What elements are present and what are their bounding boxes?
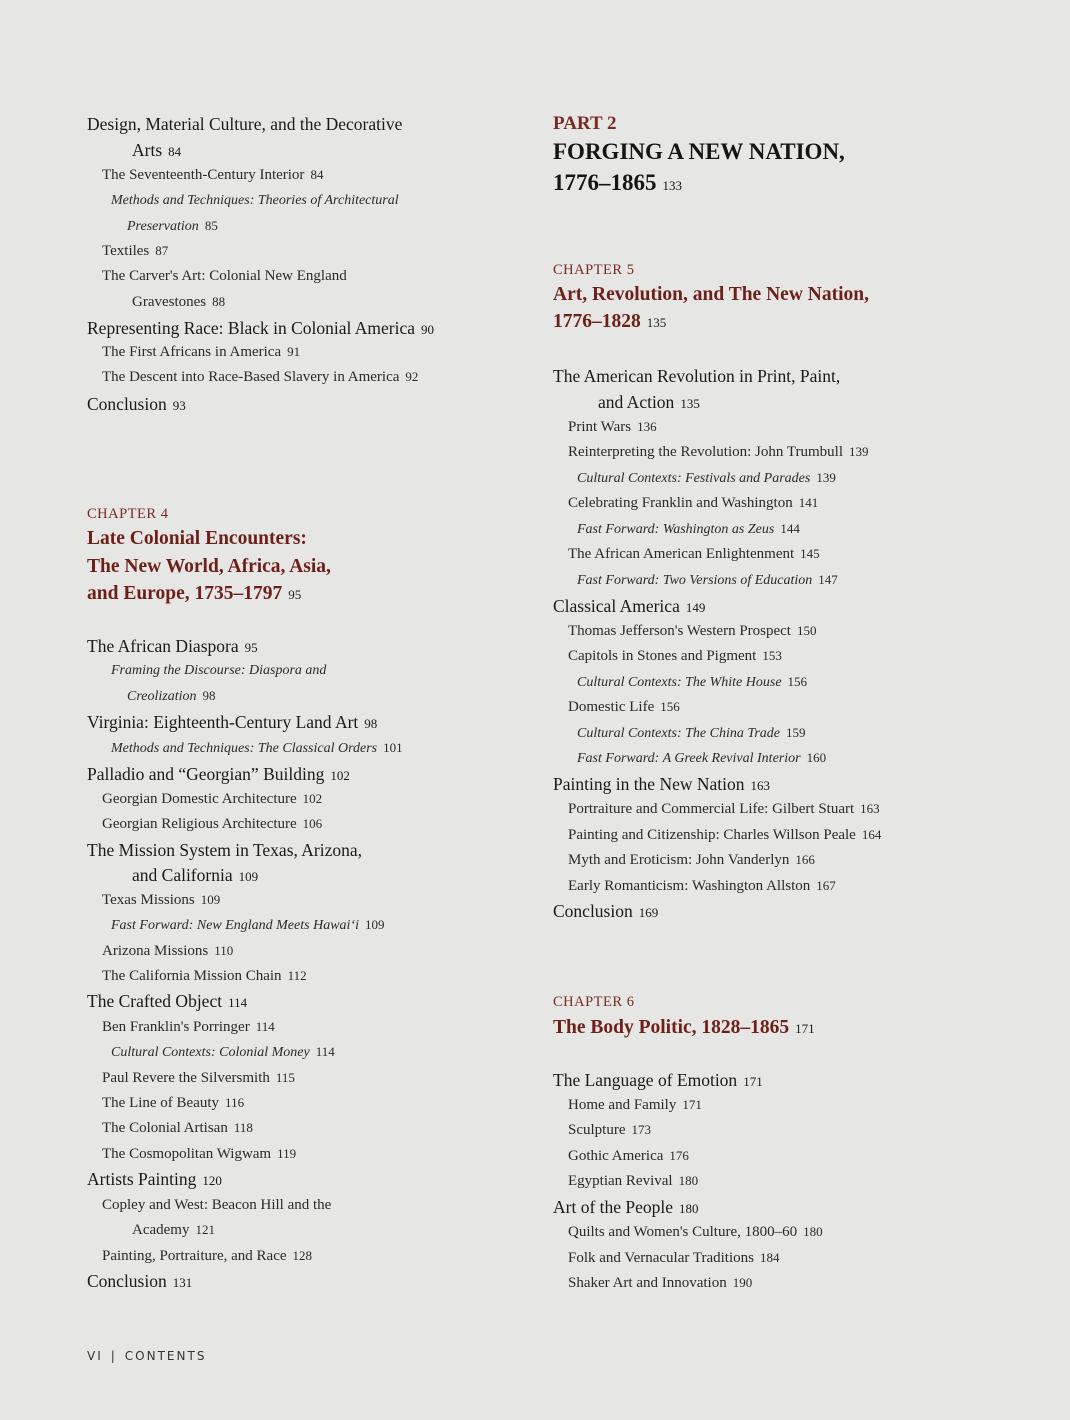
toc-entry-page: 112 [287,968,307,983]
toc-entry-page: 136 [637,419,657,434]
toc-entry-title: Design, Material Culture, and the Decorative [87,114,403,134]
toc-entry-title: Arizona Missions [102,943,209,959]
toc-entry[interactable] [553,623,816,640]
toc-entry-page: 90 [421,322,435,337]
toc-entry-title: Arts [132,140,163,160]
toc-entry-page: 135 [680,396,700,411]
toc-entry-page: 145 [800,546,820,561]
toc-entry[interactable] [87,865,258,886]
toc-entry-title: Creolization [127,689,197,704]
part-2-page: 133 [662,178,682,193]
toc-entry[interactable] [553,1097,702,1114]
toc-entry-page: 184 [759,1250,780,1265]
toc-entry-page: 84 [168,144,182,159]
toc-entry-title: Cultural Contexts: Festivals and Parades [577,471,811,486]
chapter-5-page: 135 [646,315,667,330]
toc-entry-page: 159 [786,725,806,740]
footer-divider: | [110,1349,117,1363]
toc-entry-page: 180 [803,1224,823,1239]
toc-entry[interactable] [87,318,434,339]
toc-entry-title: Painting and Citizenship: Charles Willson Peale [568,827,856,843]
toc-entry[interactable] [87,840,362,861]
toc-entry-page: 120 [202,1173,222,1188]
toc-entry[interactable] [87,114,402,135]
toc-entry[interactable] [87,193,399,209]
toc-entry-page: 163 [860,801,880,816]
part-2-title-line-2[interactable]: 1776–1865 133 [553,170,682,195]
toc-entry-page: 164 [861,827,882,842]
toc-entry-page: 144 [780,521,800,536]
toc-entry[interactable] [87,1146,296,1163]
toc-entry-title: Copley and West: Beacon Hill and the [102,1197,332,1213]
toc-entry-title: The Colonial Artisan [102,1120,228,1136]
toc-entry-title: Capitols in Stones and Pigment [568,648,757,664]
toc-entry[interactable] [87,1248,312,1265]
toc-entry-title: Quilts and Women's Culture, 1800–60 [568,1224,798,1240]
toc-entry[interactable] [553,596,705,617]
toc-entry-page: 88 [212,294,226,309]
toc-entry-page: 115 [275,1070,295,1085]
toc-entry-title: Early Romanticism: Washington Allston [568,878,811,894]
chapter-4-page: 95 [288,587,302,602]
toc-entry[interactable] [87,243,168,260]
toc-entry-page: 156 [787,674,808,689]
toc-entry-page: 160 [806,750,827,765]
toc-entry-page: 114 [255,1019,275,1034]
toc-entry-title: Sculpture [568,1122,626,1138]
toc-entry-page: 98 [202,688,216,703]
toc-entry-page: 139 [816,470,836,485]
toc-entry[interactable] [87,1095,244,1112]
toc-entry-page: 131 [172,1275,193,1290]
toc-entry-title: Celebrating Franklin and Washington [568,495,793,511]
toc-entry[interactable] [87,1120,253,1137]
toc-entry-title: Virginia: Eighteenth-Century Land Art [87,712,359,732]
toc-entry-page: 85 [204,218,218,233]
toc-entry-page: 106 [302,816,323,831]
toc-entry-title: Methods and Techniques: The Classical Orders [111,741,378,756]
chapter-4-title-line-1: Late Colonial Encounters: [87,528,307,549]
toc-entry-page: 141 [798,495,819,510]
toc-entry-page: 102 [302,791,323,806]
toc-entry[interactable] [553,1197,699,1218]
toc-entry-title: Domestic Life [568,699,655,715]
toc-entry[interactable] [553,774,770,795]
toc-entry[interactable] [87,816,322,833]
toc-entry[interactable] [553,827,881,844]
toc-entry[interactable] [553,1070,763,1091]
chapter-4-title-line-2: The New World, Africa, Asia, [87,556,331,577]
toc-entry-title: Artists Painting [87,1169,197,1189]
chapter-5-title-line-1: Art, Revolution, and The New Nation, [553,284,869,305]
toc-entry-page: 95 [244,640,258,655]
toc-entry[interactable] [87,688,216,705]
toc-entry[interactable] [87,943,233,960]
toc-entry-title: The First Africans in America [102,344,282,360]
toc-entry[interactable] [87,1019,275,1036]
toc-entry-page: 128 [292,1248,313,1263]
toc-entry-page: 153 [762,648,782,663]
toc-entry-page: 114 [315,1044,335,1059]
toc-entry[interactable] [553,901,658,922]
toc-entry-title: The Seventeenth-Century Interior [102,167,305,183]
toc-entry[interactable] [553,366,840,387]
toc-entry[interactable] [553,1148,689,1165]
chapter-6-label: CHAPTER 6 [553,994,635,1010]
toc-entry-title: Fast Forward: Two Versions of Education [577,573,813,588]
toc-entry-title: The Carver's Art: Colonial New England [102,268,347,284]
toc-entry[interactable] [553,546,820,563]
toc-entry-title: Gothic America [568,1148,664,1164]
toc-entry-page: 118 [233,1120,253,1135]
toc-entry-page: 109 [364,917,385,932]
toc-entry-title: The Crafted Object [87,991,223,1011]
toc-entry[interactable] [87,167,323,184]
toc-entry-title: Portraiture and Commercial Life: Gilbert Stuart [568,801,855,817]
toc-entry[interactable] [87,218,218,235]
toc-entry-page: 167 [816,878,836,893]
toc-entry[interactable] [553,648,782,665]
toc-entry-title: Print Wars [568,419,632,435]
toc-entry-page: 121 [195,1222,215,1237]
toc-entry[interactable] [87,991,247,1012]
toc-entry[interactable] [87,1044,335,1061]
toc-entry-page: 87 [155,243,169,258]
toc-entry-page: 102 [330,768,350,783]
toc-entry-title: The Cosmopolitan Wigwam [102,1146,272,1162]
toc-entry-title: Folk and Vernacular Traditions [568,1250,754,1266]
part-2-label: PART 2 [553,113,617,134]
chapter-4-label: CHAPTER 4 [87,506,169,522]
toc-entry-page: 171 [682,1097,702,1112]
toc-entry[interactable] [553,1224,823,1241]
chapter-4-title-line-3[interactable]: and Europe, 1735–1797 95 [87,583,302,604]
toc-entry-page: 163 [750,778,771,793]
toc-entry[interactable] [553,392,700,413]
toc-entry[interactable] [87,663,326,679]
toc-entry-title: Cultural Contexts: The White House [577,675,782,690]
toc-entry[interactable] [553,852,815,869]
toc-entry[interactable] [87,394,186,415]
toc-entry-title: Academy [132,1222,190,1238]
toc-entry[interactable] [553,521,800,538]
toc-entry-title: Myth and Eroticism: John Vanderlyn [568,852,790,868]
toc-entry[interactable] [87,1222,215,1239]
toc-entry[interactable] [553,1122,651,1139]
toc-entry-title: Gravestones [132,294,207,310]
toc-entry-title: Conclusion [553,901,633,921]
toc-entry-title: Georgian Religious Architecture [102,816,297,832]
toc-entry-title: The American Revolution in Print, Paint, [553,366,841,386]
toc-entry-title: Textiles [102,243,150,259]
toc-entry-page: 98 [364,716,378,731]
toc-entry-page: 114 [228,995,248,1010]
toc-entry[interactable] [553,444,869,461]
toc-entry[interactable] [553,699,680,716]
toc-entry-page: 166 [795,852,815,867]
toc-entry-title: Thomas Jefferson's Western Prospect [568,623,791,639]
toc-entry[interactable] [553,1250,779,1267]
toc-entry-title: The Language of Emotion [553,1070,738,1090]
toc-entry-title: and Action [598,392,675,412]
chapter-5-title-line-2[interactable]: 1776–1828 135 [553,311,667,332]
page-footer [87,1349,206,1363]
toc-entry-page: 109 [238,869,259,884]
toc-entry-title: Fast Forward: Washington as Zeus [577,522,775,537]
toc-entry-title: The African Diaspora [87,636,239,656]
toc-entry-page: 180 [678,1173,699,1188]
toc-entry-page: 101 [383,740,403,755]
toc-entry-title: Georgian Domestic Architecture [102,791,297,807]
toc-entry-title: Cultural Contexts: Colonial Money [111,1045,310,1060]
toc-entry-title: Fast Forward: New England Meets Hawai‘i [111,918,359,933]
toc-entry-title: The Descent into Race-Based Slavery in America [102,369,400,385]
toc-entry-title: The African American Enlightenment [568,546,795,562]
toc-entry[interactable] [87,1271,192,1292]
toc-entry-page: 91 [287,344,301,359]
toc-entry-title: Texas Missions [102,892,195,908]
toc-entry-title: Shaker Art and Innovation [568,1275,727,1291]
toc-entry-title: The California Mission Chain [102,968,282,984]
toc-entry[interactable] [553,470,836,487]
toc-entry-title: Art of the People [553,1197,674,1217]
toc-entry-title: Cultural Contexts: The China Trade [577,726,781,741]
toc-entry-page: 190 [732,1275,753,1290]
toc-entry-title: Framing the Discourse: Diaspora and [111,663,327,678]
toc-entry-page: 169 [638,905,659,920]
toc-entry[interactable] [553,750,826,767]
toc-entry[interactable] [553,674,807,691]
toc-entry-title: Ben Franklin's Porringer [102,1019,250,1035]
toc-entry[interactable] [553,495,818,512]
toc-entry-title: Conclusion [87,394,167,414]
toc-entry[interactable] [553,801,880,818]
toc-entry-page: 173 [631,1122,651,1137]
toc-entry[interactable] [553,878,836,895]
chapter-6-page: 171 [795,1021,815,1036]
toc-entry[interactable] [553,419,657,436]
toc-entry-page: 93 [172,398,186,413]
toc-entry-title: Painting in the New Nation [553,774,745,794]
toc-entry[interactable] [87,712,377,733]
toc-entry-title: and California [132,865,233,885]
toc-entry-page: 92 [405,369,419,384]
toc-entry-page: 119 [277,1146,297,1161]
toc-entry[interactable] [87,636,258,657]
toc-entry[interactable] [87,369,418,386]
toc-entry[interactable] [87,294,225,311]
toc-entry[interactable] [553,725,806,742]
chapter-6-title[interactable]: The Body Politic, 1828–1865 171 [553,1017,815,1038]
toc-entry-title: Egyptian Revival [568,1173,673,1189]
toc-entry-page: 84 [310,167,324,182]
toc-entry-page: 156 [660,699,680,714]
toc-entry-page: 116 [225,1095,245,1110]
toc-entry-page: 147 [818,572,838,587]
toc-entry-title: Fast Forward: A Greek Revival Interior [577,751,801,766]
toc-entry[interactable] [87,1197,331,1214]
toc-entry-title: Home and Family [568,1097,677,1113]
toc-entry[interactable] [87,140,181,161]
toc-entry-title: Classical America [553,596,680,616]
toc-entry-title: Methods and Techniques: Theories of Architectural [111,193,399,208]
toc-entry[interactable] [553,1275,752,1292]
toc-entry[interactable] [87,740,403,757]
toc-entry-page: 110 [214,943,234,958]
toc-entry-title: Reinterpreting the Revolution: John Trumbull [568,444,843,460]
toc-entry-title: Conclusion [87,1271,167,1291]
toc-entry-page: 176 [669,1148,689,1163]
toc-entry[interactable] [87,917,384,934]
toc-entry-title: Preservation [127,219,199,234]
toc-entry-title: Paul Revere the Silversmith [102,1070,270,1086]
toc-entry[interactable] [87,1169,222,1190]
toc-entry[interactable] [87,968,307,985]
toc-entry[interactable] [87,791,322,808]
toc-entry[interactable] [87,764,350,785]
toc-entry-title: Representing Race: Black in Colonial America [87,318,416,338]
toc-entry[interactable] [87,268,347,285]
toc-entry-title: Palladio and “Georgian” Building [87,764,325,784]
toc-entry-page: 171 [743,1074,763,1089]
chapter-5-label: CHAPTER 5 [553,262,635,278]
toc-entry-title: The Mission System in Texas, Arizona, [87,840,363,860]
toc-entry-page: 149 [685,600,706,615]
toc-entry[interactable] [87,892,220,909]
toc-entry-page: 109 [200,892,221,907]
footer-section-title: CONTENTS [124,1349,207,1363]
part-2-title-line-1: FORGING A NEW NATION, [553,139,845,164]
page-number: VI [87,1349,103,1363]
toc-entry-page: 180 [679,1201,699,1216]
toc-entry[interactable] [87,1070,295,1087]
toc-entry-title: The Line of Beauty [102,1095,220,1111]
toc-entry-page: 150 [796,623,817,638]
toc-entry-title: Painting, Portraiture, and Race [102,1248,287,1264]
toc-entry[interactable] [87,344,300,361]
toc-entry[interactable] [553,572,838,589]
toc-entry-page: 139 [849,444,869,459]
toc-entry[interactable] [553,1173,698,1190]
